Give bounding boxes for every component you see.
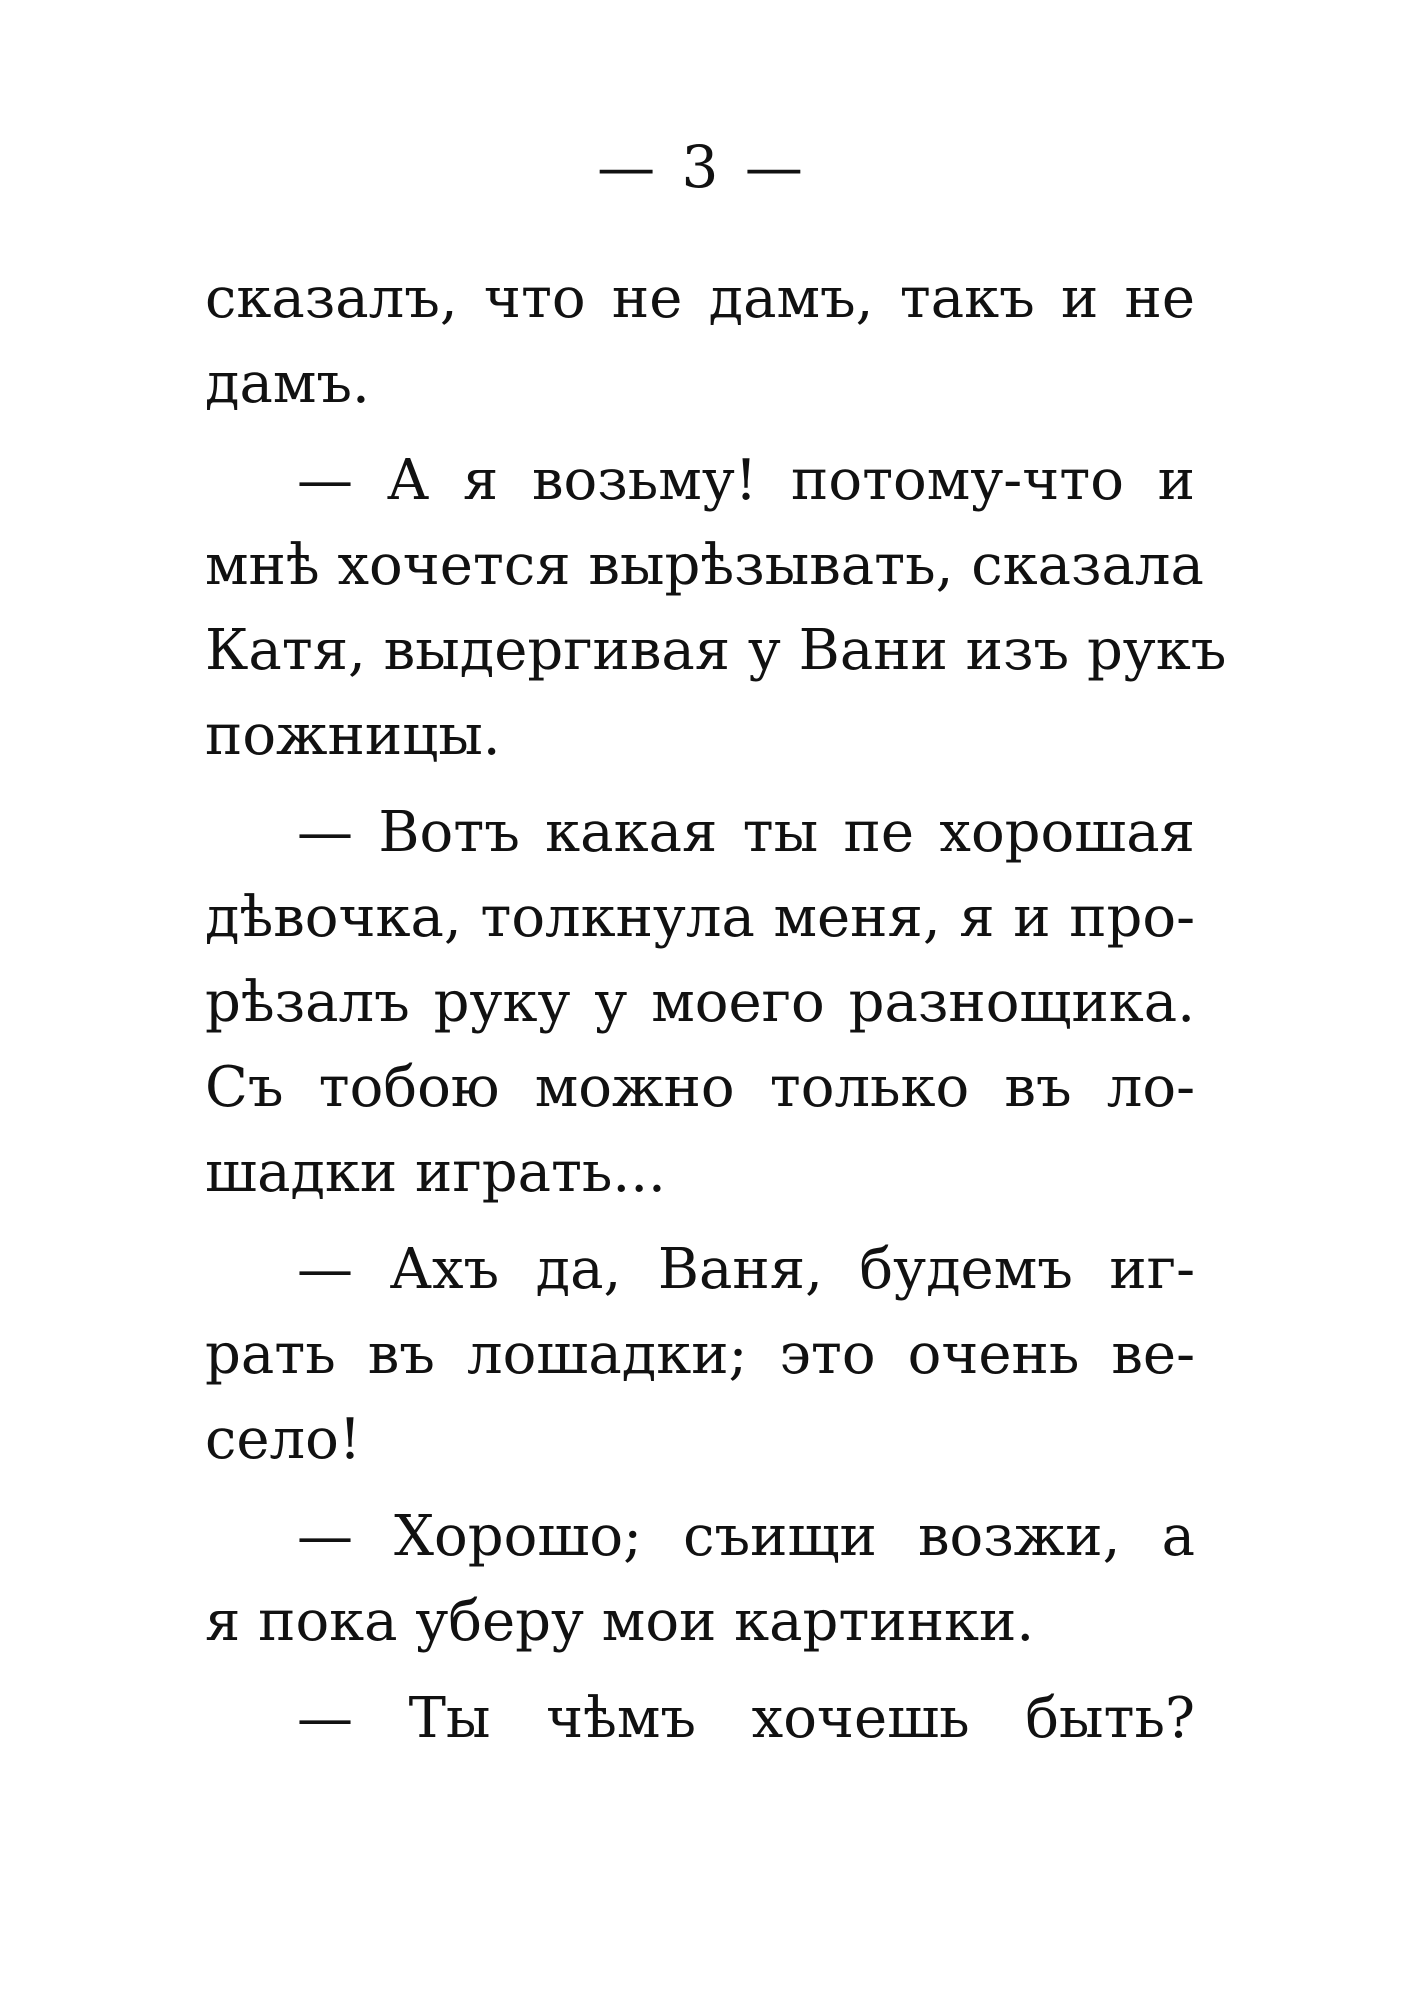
text-line: дѣвочка, толкнула меня, я и про- [205, 885, 1195, 950]
text-line: шадки играть... [205, 1140, 666, 1205]
text-line: — Ты чѣмъ хочешь быть? [297, 1686, 1195, 1751]
page-text [205, 256, 1227, 1761]
text-line: сказалъ, что не дамъ, такъ и не [205, 266, 1195, 331]
text-line: дамъ. [205, 351, 370, 416]
text-line: я пока уберу мои картинки. [205, 1589, 1035, 1654]
text-line: — А я возьму! потому-что и [297, 448, 1195, 513]
text-line: мнѣ хочется вырѣзывать, сказала [205, 533, 1204, 598]
text-line: пожницы. [205, 703, 501, 768]
text-line: — Хорошо; съищи возжи, а [297, 1504, 1195, 1569]
text-line: рѣзалъ руку у моего разнощика. [205, 970, 1195, 1035]
text-line: — Вотъ какая ты пе хорошая [297, 800, 1195, 865]
page-number: — 3 — [597, 133, 807, 201]
text-line: Катя, выдергивая у Вани изъ рукъ [205, 618, 1227, 683]
text-line: — Ахъ да, Ваня, будемъ иг- [297, 1237, 1195, 1302]
text-line: рать въ лошадки; это очень ве- [205, 1322, 1195, 1387]
text-line: Съ тобою можно только въ ло- [205, 1055, 1195, 1120]
text-line: село! [205, 1407, 362, 1472]
